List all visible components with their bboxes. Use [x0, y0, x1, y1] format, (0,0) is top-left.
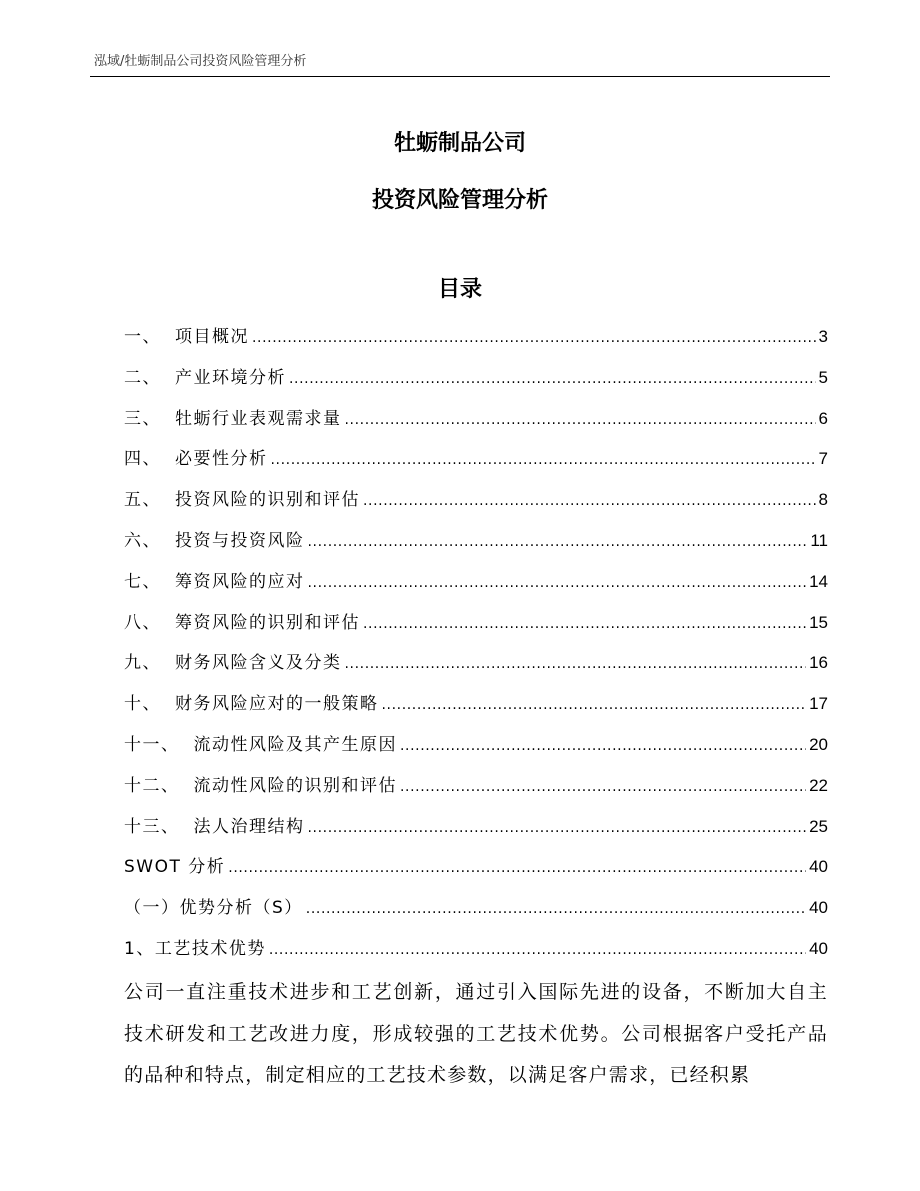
toc-item-number: 四、: [124, 449, 161, 470]
toc-leader-dots: [400, 731, 806, 759]
header-divider: [90, 76, 830, 77]
toc-leader-dots: [382, 690, 807, 718]
toc-item-text: 项目概况: [175, 327, 249, 347]
toc-item-page: 40: [809, 938, 828, 958]
toc-item-page: 6: [818, 408, 828, 428]
toc-item-label: [124, 609, 360, 637]
toc-item-number: 七、: [124, 571, 161, 592]
toc-leader-dots: [345, 405, 816, 433]
toc-item-page: 15: [809, 612, 828, 632]
toc-leader-dots: [269, 935, 806, 963]
toc-item-label: [124, 486, 360, 514]
toc-item[interactable]: [124, 649, 828, 690]
toc-item-page: 40: [809, 857, 828, 877]
toc-item[interactable]: [124, 609, 828, 650]
toc-item[interactable]: [124, 853, 828, 894]
toc-item-page: 8: [818, 490, 828, 510]
toc-item-number: 九、: [124, 653, 161, 674]
toc-leader-dots: [271, 445, 816, 473]
toc-heading: 目录: [437, 277, 482, 302]
toc-item[interactable]: [124, 813, 828, 854]
toc-item-page: 22: [809, 775, 828, 795]
toc-item[interactable]: [124, 323, 828, 364]
toc-item-text: 筹资风险的应对: [175, 571, 305, 592]
toc-item-label: [124, 405, 342, 433]
toc-item-number: 一、: [124, 327, 161, 347]
toc-item-text: 投资与投资风险: [175, 530, 305, 551]
toc-item[interactable]: [124, 772, 828, 813]
toc-item-text: 流动性风险的识别和评估: [193, 775, 397, 796]
toc-item-label: [124, 772, 397, 800]
toc-item-number: 十三、: [124, 816, 180, 837]
document-subtitle: 投资风险管理分析: [371, 188, 548, 213]
toc-item-page: 14: [809, 571, 828, 591]
toc-item-text: 投资风险的识别和评估: [175, 490, 360, 511]
toc-item-label: [124, 690, 379, 718]
toc-item[interactable]: [124, 445, 828, 486]
toc-leader-dots: [252, 323, 816, 351]
toc-item-page: 20: [809, 734, 828, 754]
toc-leader-dots: [363, 609, 806, 637]
toc-item[interactable]: [124, 486, 828, 527]
toc-item-label: [124, 527, 305, 555]
toc-item[interactable]: [124, 935, 828, 976]
toc-leader-dots: [363, 486, 816, 514]
body-paragraph: 公司一直注重技术进步和工艺创新，通过引入国际先进的设备，不断加大自主技术研发和工艺改进力度，形成较强的工艺技术优势。公司根据客户受托产品的品种和特点，制定相应的工艺技术参数，以满足客户需求，已经积累: [124, 981, 828, 1086]
toc-leader-dots: [308, 813, 807, 841]
toc-item-page: 7: [818, 449, 828, 469]
toc-item-text: 产业环境分析: [175, 367, 286, 388]
toc-item-text: 筹资风险的识别和评估: [175, 612, 360, 633]
toc-item[interactable]: [124, 894, 828, 935]
document-header-breadcrumb: 泓域/牡蛎制品公司投资风险管理分析: [94, 54, 307, 69]
toc-item-text: SWOT 分析: [124, 857, 226, 878]
toc-item-number: 五、: [124, 490, 161, 511]
toc-item-text: 必要性分析: [175, 449, 268, 470]
toc-item-page: 11: [810, 530, 828, 550]
toc-item-text: 1、工艺技术优势: [124, 938, 266, 959]
toc-leader-dots: [289, 364, 816, 392]
toc-item-label: [124, 445, 268, 473]
toc-item-label: [124, 568, 305, 596]
toc-item[interactable]: [124, 527, 828, 568]
toc-item-page: 25: [809, 816, 828, 836]
toc-item-number: 十二、: [124, 775, 180, 796]
toc-leader-dots: [308, 568, 807, 596]
document-title: 牡蛎制品公司: [393, 131, 526, 156]
toc-item-label: [124, 813, 305, 841]
toc-leader-dots: [400, 772, 806, 800]
toc-leader-dots: [308, 527, 808, 555]
toc-item-number: 三、: [124, 408, 161, 429]
toc-item-label: [124, 323, 249, 351]
toc-item-number: 十、: [124, 694, 161, 715]
toc-item-text: 流动性风险及其产生原因: [193, 734, 397, 755]
toc-leader-dots: [306, 894, 806, 922]
toc-item-text: 财务风险应对的一般策略: [175, 694, 379, 715]
toc-item[interactable]: [124, 405, 828, 446]
toc-item-page: 17: [809, 694, 828, 714]
toc-item-number: 十一、: [124, 734, 180, 755]
toc-item-text: （一）优势分析（S）: [124, 898, 303, 919]
toc-item-text: 财务风险含义及分类: [175, 653, 342, 674]
toc-item-label: [124, 364, 286, 392]
toc-item-text: 法人治理结构: [193, 816, 305, 837]
toc-item-page: 3: [818, 327, 828, 346]
toc-item-label: [124, 935, 266, 963]
toc-leader-dots: [228, 853, 806, 881]
toc-item-page: 5: [818, 367, 828, 387]
toc-item[interactable]: [124, 364, 828, 405]
toc-item-label: [124, 731, 397, 759]
toc-item-number: 六、: [124, 530, 161, 551]
toc-item-label: [124, 853, 225, 881]
toc-leader-dots: [345, 649, 807, 677]
toc-item-page: 40: [809, 898, 828, 918]
toc-item-page: 16: [809, 653, 828, 673]
toc-item[interactable]: [124, 568, 828, 609]
toc-item-text: 牡蛎行业表观需求量: [175, 408, 342, 429]
table-of-contents: [124, 323, 828, 976]
toc-item-number: 二、: [124, 367, 161, 388]
toc-item[interactable]: [124, 690, 828, 731]
toc-item[interactable]: [124, 731, 828, 772]
toc-item-number: 八、: [124, 612, 161, 633]
toc-item-label: [124, 894, 303, 922]
toc-item-label: [124, 649, 342, 677]
